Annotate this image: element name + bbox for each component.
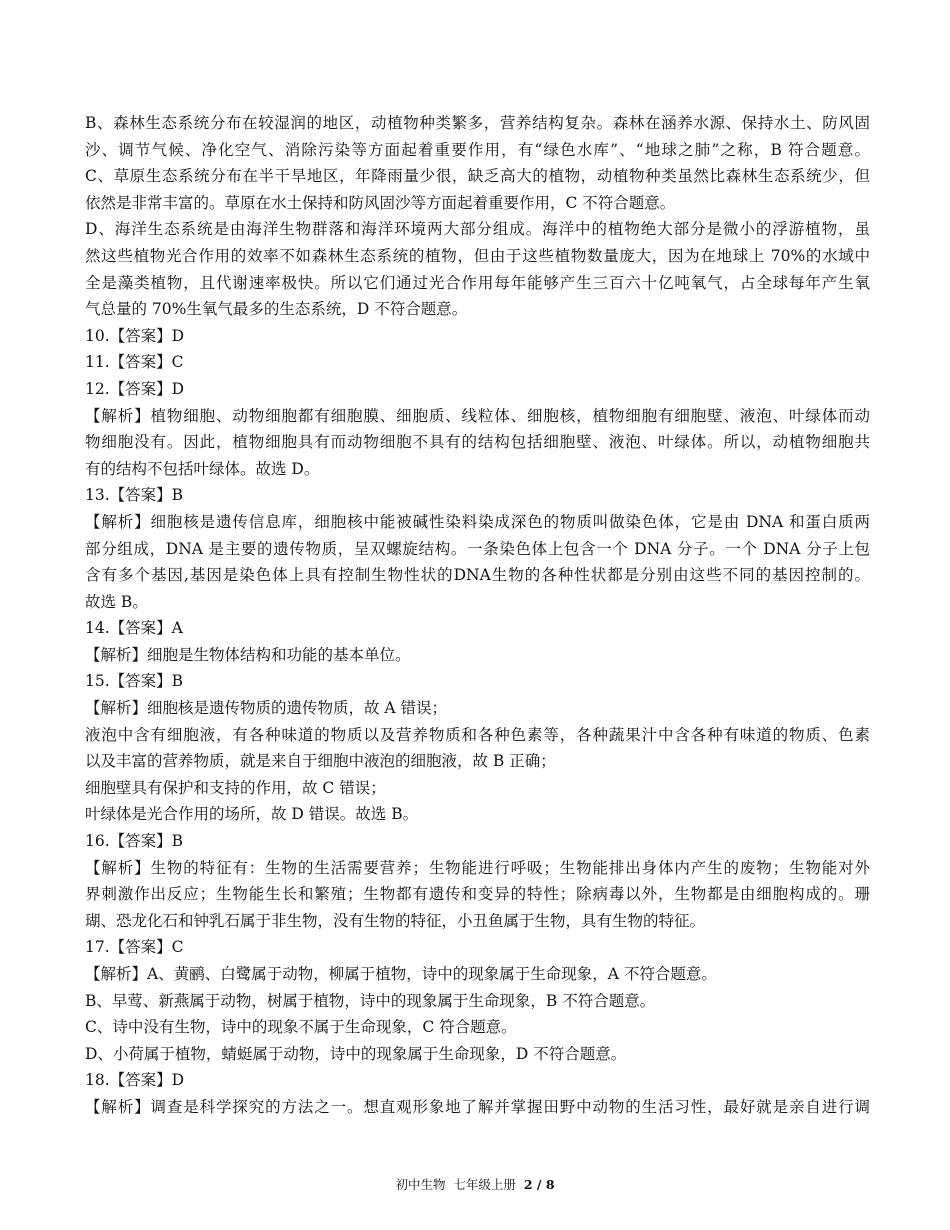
text-line: C、诗中没有生物，诗中的现象不属于生命现象，C 符合题意。 (85, 1018, 517, 1037)
text-line: B、森林生态系统分布在较湿润的地区，动植物种类繁多，营养结构复杂。森林在涵养水源、保持水土、防风固 (85, 114, 870, 132)
text-line: C、草原生态系统分布在半干旱地区，年降雨量少很，缺乏高大的植物，动植物种类虽然比森林生态系统少，但 (85, 167, 870, 186)
footer-label: 初中生物 七年级上册 (395, 1177, 524, 1192)
text-line: D、小荷属于植物，蜻蜓属于动物，诗中的现象属于生命现象，D 不符合题意。 (85, 1044, 627, 1063)
text-line: 【解析】细胞是生物体结构和功能的基本单位。 (85, 645, 411, 664)
text-line: 11.【答案】C (85, 353, 184, 372)
text-line: 【解析】细胞核是遗传物质的遗传物质，故 A 错误； (85, 699, 448, 718)
text-line: 叶绿体是光合作用的场所，故 D 错误。故选 B。 (85, 805, 419, 824)
text-line: 15.【答案】B (85, 672, 184, 691)
text-line: 含有多个基因,基因是染色体上具有控制生物性状的DNA生物的各种性状都是分别由这些不同的基因控制的。 (85, 566, 870, 585)
text-line: 13.【答案】B (85, 486, 184, 505)
text-line: 液泡中含有细胞液，有各种味道的物质以及营养物质和各种色素等，各种蔬果汁中含各种有味道的物质、色素 (85, 725, 870, 744)
page-footer (0, 1176, 950, 1194)
text-line: 16.【答案】B (85, 832, 184, 851)
text-line: 14.【答案】A (85, 619, 183, 638)
text-line: 有的结构不包括叶绿体。故选 D。 (85, 459, 320, 478)
text-line: 以及丰富的营养物质，就是来自于细胞中液泡的细胞液，故 B 正确； (85, 752, 556, 771)
text-line: 部分组成，DNA 是主要的遗传物质，呈双螺旋结构。一条染色体上包含一个 DNA 分子。一个 DNA 分子上包 (85, 539, 870, 558)
text-line: 【解析】植物细胞、动物细胞都有细胞膜、细胞质、线粒体、细胞核，植物细胞有细胞壁、液泡、叶绿体而动 (85, 406, 870, 425)
text-line: 然这些植物光合作用的效率不如森林生态系统的植物，但由于这些植物数量庞大，因为在地球上 70%的水域中 (85, 246, 870, 265)
document-body (85, 110, 870, 1121)
text-line: 【解析】A、黄鹂、白鹭属于动物，柳属于植物，诗中的现象属于生命现象，A 不符合题意。 (85, 965, 717, 983)
text-line: 沙、调节气候、净化空气、消除污染等方面起着重要作用，有“绿色水库”、“地球之肺”之称，B 符合题意。 (85, 140, 870, 159)
text-line: 细胞壁具有保护和支持的作用，故 C 错误； (85, 778, 386, 797)
text-line: 物细胞没有。因此，植物细胞具有而动物细胞不具有的结构包括细胞壁、液泡、叶绿体。所以，动植物细胞共 (85, 433, 870, 452)
text-line: 【解析】调查是科学探究的方法之一。想直观形象地了解并掌握田野中动物的生活习性，最好就是亲自进行调 (85, 1097, 870, 1116)
text-line: 【解析】细胞核是遗传信息库，细胞核中能被碱性染料染成深色的物质叫做染色体，它是由 DNA 和蛋白质两 (85, 512, 870, 531)
text-line: D、海洋生态系统是由海洋生物群落和海洋环境两大部分组成。海洋中的植物绝大部分是微小的浮游植物，虽 (85, 220, 870, 239)
text-line: 10.【答案】D (85, 326, 185, 345)
text-line: 12.【答案】D (85, 379, 185, 398)
text-line: 界刺激作出反应；生物能生长和繁殖；生物都有遗传和变异的特性；除病毒以外，生物都是由细胞构成的。珊 (85, 885, 870, 904)
text-line: 故选 B。 (85, 592, 148, 611)
page-number: 2 / 8 (523, 1177, 555, 1192)
text-line: 【解析】生物的特征有：生物的生活需要营养；生物能进行呼吸；生物能排出身体内产生的废物；生物能对外 (85, 858, 870, 877)
text-line: 气总量的 70%生氧气最多的生态系统，D 不符合题意。 (85, 300, 468, 319)
text-line: B、早莺、新燕属于动物，树属于植物，诗中的现象属于生命现象，B 不符合题意。 (85, 991, 656, 1010)
text-line: 18.【答案】D (85, 1071, 185, 1090)
text-line: 依然是非常丰富的。草原在水土保持和防风固沙等方面起着重要作用，C 不符合题意。 (85, 193, 676, 212)
text-line: 全是藻类植物，且代谢速率极快。所以它们通过光合作用每年能够产生三百六十亿吨氧气，占全球每年产生氧 (85, 273, 870, 292)
text-line: 瑚、恐龙化石和钟乳石属于非生物，没有生物的特征，小丑鱼属于生物，具有生物的特征。 (85, 911, 706, 930)
text-line: 17.【答案】C (85, 938, 184, 957)
